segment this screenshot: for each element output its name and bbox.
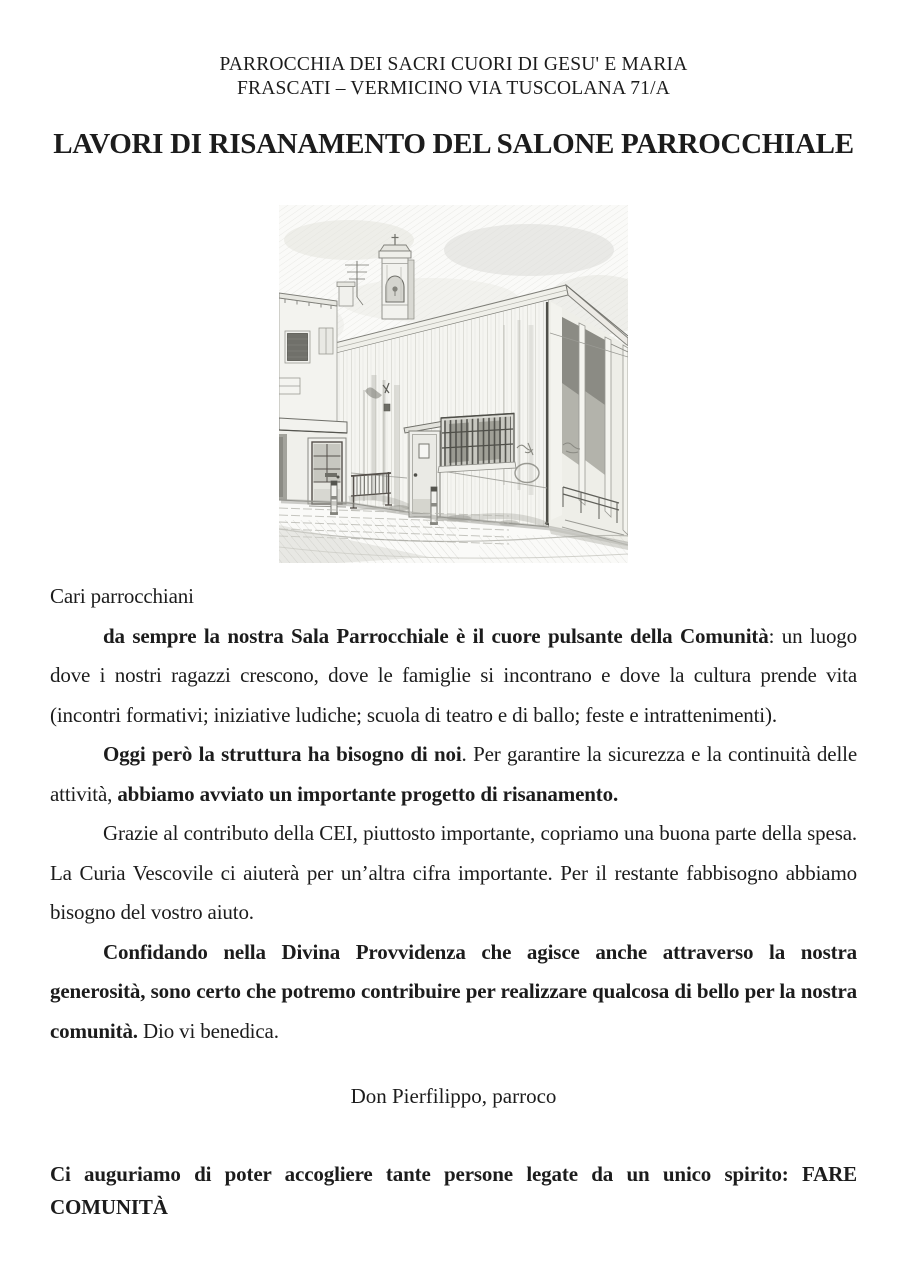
bold-text-run: Confidando nella Divina Provvidenza che agisce anche attraverso la nostra generosità, sono certo che potremo contribuire per realizzare qualcosa di bello per la nostra comunità. [50, 939, 857, 1043]
paragraph [50, 933, 857, 1052]
parish-name: PARROCCHIA DEI SACRI CUORI DI GESU' E MARIA [219, 54, 688, 75]
letterhead [50, 53, 857, 100]
bold-text-run: da sempre la nostra Sala Parrocchiale è il cuore pulsante della Comunità [103, 623, 769, 648]
bold-text-run: abbiamo avviato un importante progetto di risanamento. [117, 781, 619, 806]
text-run: Cari parrocchiani [50, 584, 194, 608]
text-run: Dio vi benedica. [137, 1018, 279, 1043]
house-sketch [279, 293, 337, 429]
document-title: LAVORI DI RISANAMENTO DEL SALONE PARROCCHIALE [53, 128, 854, 160]
paragraph [50, 577, 857, 617]
barred-window-sketch [438, 414, 516, 473]
paragraph [50, 735, 857, 814]
parish-hall-sketch-image [279, 205, 628, 563]
closing-paragraph [50, 1158, 857, 1224]
parish-address: FRASCATI – VERMICINO VIA TUSCOLANA 71/A [236, 77, 671, 99]
signature-line: Don Pierfilippo, parroco [350, 1084, 557, 1108]
bold-text-run: Ci auguriamo di poter accogliere tante persone legate da un unico spirito: FARE COMUNITÀ [50, 1161, 857, 1219]
closing-statement [50, 1158, 857, 1224]
paragraph [50, 617, 857, 736]
paragraph [50, 814, 857, 933]
text-run: . Per garantire la sicurezza e la continuità delle attività, [50, 742, 857, 806]
sketch-svg [279, 205, 628, 563]
bold-text-run: Oggi però la struttura ha bisogno di noi [103, 742, 462, 766]
text-run: Grazie al contributo della CEI, piuttosto importante, copriamo una buona parte della spesa. La Curia Vescovile ci aiuterà per un’altra cifra importante. Per il restante fabbisogno abbiamo bisogno del vostro aiuto. [50, 821, 857, 924]
text-run: : un luogo dove i nostri ragazzi crescono, dove le famiglie si incontrano e dove la cultura prende vita (incontri formativi; iniziative ludiche; scuola di teatro e di ballo; feste e intrattenimenti). [50, 623, 857, 727]
letter-body [50, 577, 857, 1051]
